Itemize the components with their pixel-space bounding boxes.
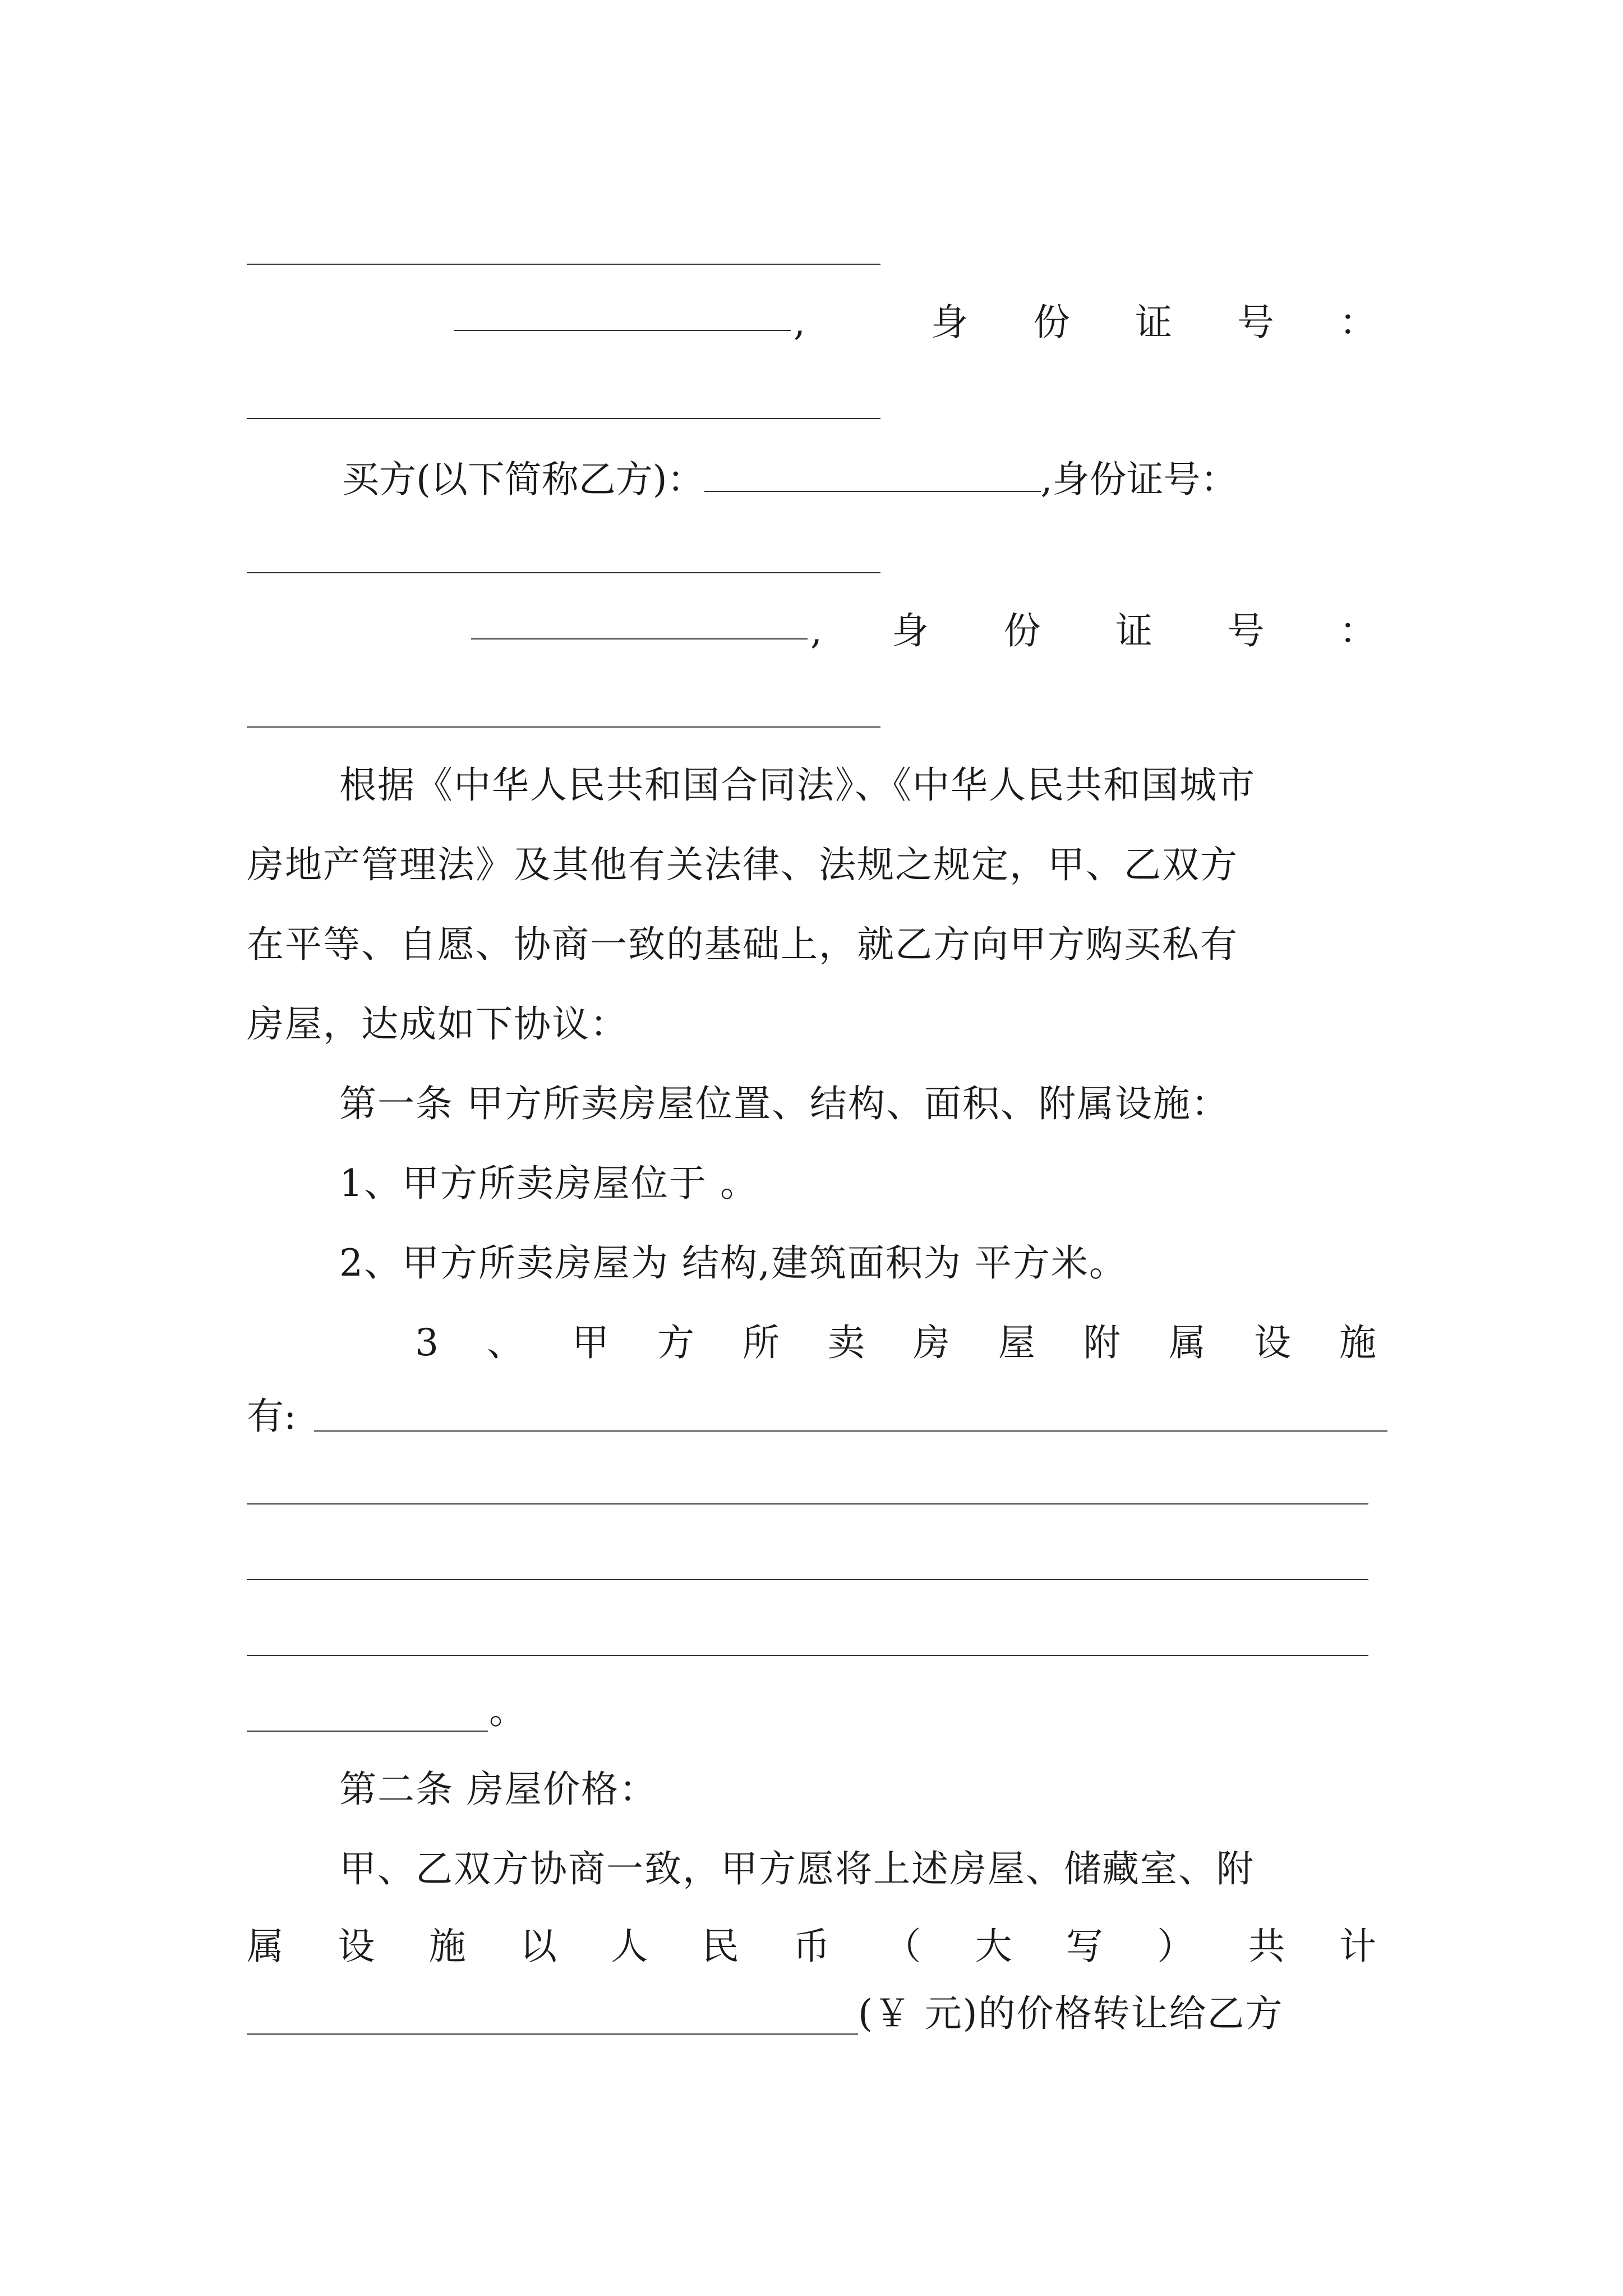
id-label: 身 份 证 号 ： [931,301,1376,344]
article-2-line-1: 甲、乙双方协商一致，甲方愿将上述房屋、储藏室、附 [339,1847,1255,1890]
article-1-title: 第一条 甲方所卖房屋位置、结构、面积、附属设施： [339,1082,1229,1125]
blank-line [247,264,880,265]
facilities-blank [247,1731,488,1732]
price-blank [247,2033,858,2035]
comma: , [794,301,805,344]
article-2-line-3: (￥ 元)的价格转让给乙方 [858,1992,1284,2035]
seller-id-line [247,297,1376,348]
buyer-id-label: ,身份证号： [1040,458,1238,501]
facilities-blank [314,1430,1387,1432]
facilities-blank [247,1579,1368,1580]
facilities-blank [247,1655,1368,1656]
preamble-line: 根据《中华人民共和国合同法》、《中华人民共和国城市 [339,763,1256,807]
buyer-id-line [247,606,1376,656]
preamble-line: 房屋，达成如下协议： [247,1002,628,1046]
blank-line [247,418,880,419]
facilities-blank [247,1503,1368,1504]
article-2-title: 第二条 房屋价格： [339,1768,657,1811]
buyer-line [342,454,1237,505]
end-mark: 。 [489,1689,526,1732]
buyer-name-blank [704,458,1041,492]
id-label: 身 份 证 号 ： [892,609,1376,652]
preamble-line: 在平等、自愿、协商一致的基础上，就乙方向甲方购买私有 [247,923,1238,966]
name-blank [471,606,808,639]
blank-line [247,726,880,728]
article-1-item-1: 1、甲方所卖房屋位于 。 [339,1162,758,1205]
name-blank [454,297,791,331]
preamble-line: 房地产管理法》及其他有关法律、法规之规定，甲、乙双方 [247,843,1238,886]
article-1-item-2: 2、甲方所卖房屋为 结构,建筑面积为 平方米。 [339,1241,1127,1285]
article-1-item-3: 3 、 甲 方 所 卖 房 屋 附 属 设 施 [415,1321,1376,1364]
article-2-line-2: 属 设 施 以 人 民 币 （ 大 写 ） 共 计 [247,1925,1376,1968]
buyer-label: 买方(以下简称乙方)： [342,458,704,501]
comma: , [810,609,822,652]
article-1-item-3-cont: 有: [247,1395,297,1438]
blank-line [247,572,880,573]
